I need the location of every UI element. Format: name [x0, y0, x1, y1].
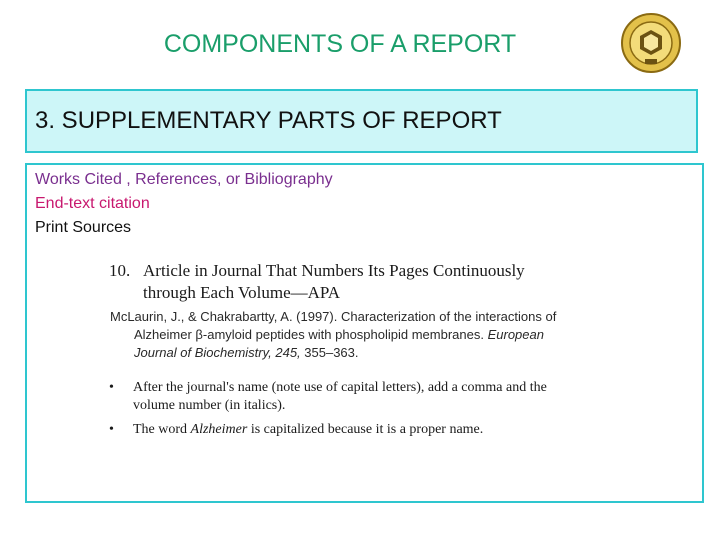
topic-print-sources: Print Sources	[35, 219, 132, 236]
bullet2-text-italic: Alzheimer	[190, 422, 248, 437]
citation-example	[110, 308, 640, 362]
bullet-item	[109, 379, 629, 415]
bullet2-text	[109, 421, 629, 439]
bullet2-text-c: is capitalized because it is a proper name.	[247, 422, 484, 437]
university-seal-icon	[620, 12, 682, 74]
bullet2-text-a: The word	[133, 422, 191, 437]
topic-works-cited: Works Cited , References, or Bibliography	[35, 171, 333, 188]
citation-line3	[110, 344, 640, 362]
topic-end-text-citation: End-text citation	[35, 195, 150, 212]
citation-line2-text: Alzheimer β-amyloid peptides with phospholipid membranes.	[134, 327, 488, 342]
bullet-icon: •	[109, 422, 114, 437]
excerpt-number: 10.	[109, 261, 131, 280]
excerpt-heading-line2: through Each Volume—APA	[143, 283, 341, 302]
content-box	[25, 163, 704, 503]
bullet1-line1: After the journal's name (note use of capital letters), add a comma and the	[133, 380, 547, 395]
citation-journal-volume: Journal of Biochemistry, 245,	[134, 345, 301, 360]
section-heading-box	[25, 89, 698, 153]
excerpt-heading-line1: Article in Journal That Numbers Its Pages Continuously	[143, 261, 525, 280]
bullet-icon: •	[109, 380, 114, 395]
book-excerpt-image	[27, 165, 702, 501]
citation-line1: McLaurin, J., & Chakrabartty, A. (1997). Characterization of the interactions of	[110, 309, 557, 324]
citation-journal-start: European	[487, 327, 544, 342]
bullet-item	[109, 421, 629, 439]
bullet1-line2: volume number (in italics).	[133, 398, 286, 413]
citation-pages: 355–363.	[300, 345, 359, 360]
section-heading: 3. SUPPLEMENTARY PARTS OF REPORT	[35, 107, 502, 134]
slide-title: COMPONENTS OF A REPORT	[163, 30, 517, 58]
citation-line2	[110, 326, 640, 344]
excerpt-heading	[109, 260, 609, 304]
